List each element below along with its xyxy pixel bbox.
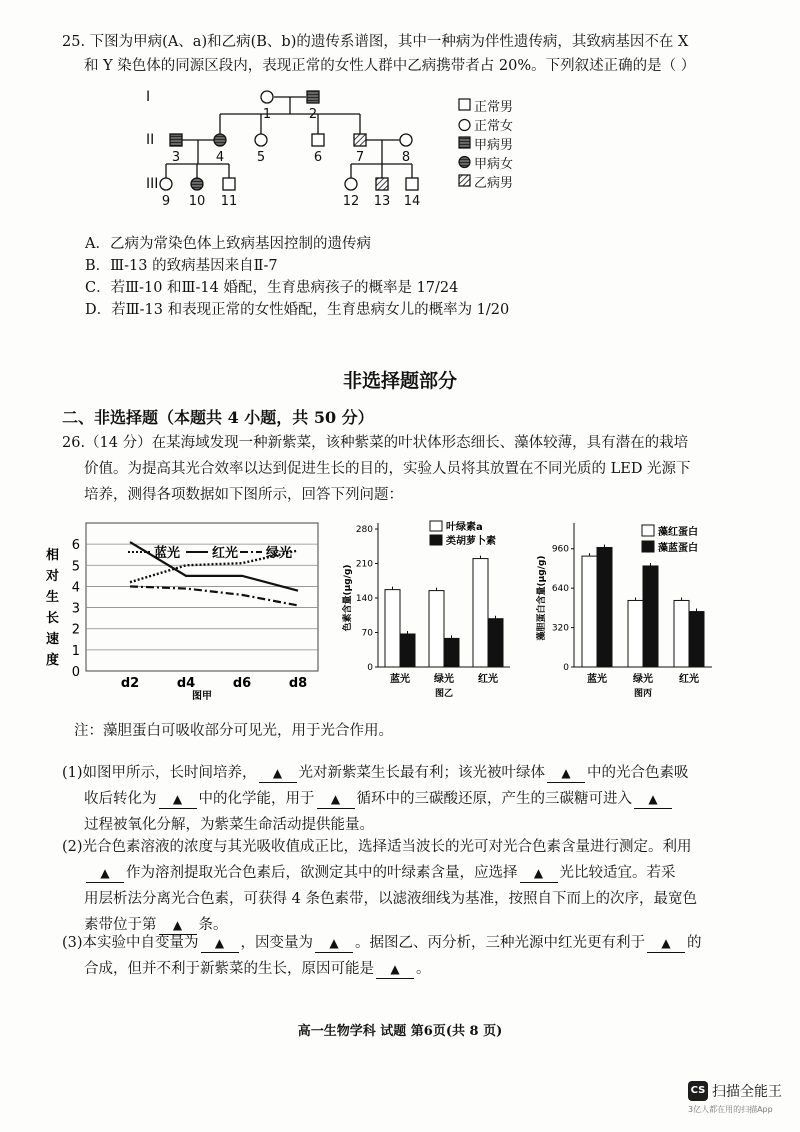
y-tick-label: 2	[71, 622, 80, 638]
scanner-name: 扫描全能王	[712, 1083, 782, 1100]
y-tick-label: 640	[551, 584, 569, 595]
chart-yi	[338, 515, 518, 705]
q25-option-b: B．Ⅲ-13 的致病基因来自Ⅱ-7	[85, 258, 278, 274]
q26-part3: (3)本实验中自变量为 ▲ ，因变量为 ▲ 。据图乙、丙分析，三种光源中红光更有利于 ▲ 的 合成，但并不利于新紫菜的生长，原因可能是 ▲ 。	[62, 935, 702, 977]
page-footer: 高一生物学科 试题 第6页(共 8 页)	[297, 1024, 503, 1039]
x-tick-label: d8	[288, 676, 308, 691]
bar-类胡萝卜素-蓝光	[400, 634, 415, 667]
y-axis-label: 速	[46, 632, 60, 647]
section-title: 非选择题部分	[342, 370, 457, 392]
answer-blank[interactable]: ▲	[159, 790, 197, 809]
answer-blank[interactable]: ▲	[159, 916, 197, 935]
chart-bing	[532, 515, 722, 705]
legend-disease-a-female: 甲病女	[474, 157, 514, 172]
y-axis-label: 相	[46, 548, 60, 563]
y-tick-label: 960	[551, 544, 569, 555]
chart-jia	[36, 515, 326, 705]
answer-blank[interactable]: ▲	[315, 934, 353, 953]
y-axis-label: 藻胆蛋白含量(μg/g)	[537, 555, 547, 641]
answer-blank[interactable]: ▲	[647, 934, 685, 953]
pedigree-label-1: 1	[262, 107, 272, 122]
x-tick-label: 绿光	[633, 674, 653, 685]
bar-藻蓝蛋白-红光	[689, 612, 704, 667]
scanner-logo-icon: CS	[688, 1081, 708, 1101]
legend-swatch	[430, 535, 442, 545]
y-tick-label: 140	[355, 594, 373, 604]
answer-blank[interactable]: ▲	[376, 960, 414, 979]
bar-类胡萝卜素-红光	[488, 619, 503, 667]
pedigree-label-7: 7	[355, 150, 365, 165]
legend-swatch	[430, 521, 442, 531]
y-tick-label: 4	[71, 580, 80, 596]
answer-blank[interactable]: ▲	[547, 764, 585, 783]
pedigree-individual-4	[214, 134, 226, 146]
legend-disease-a-male: 甲病男	[474, 138, 514, 153]
y-tick-label: 280	[355, 525, 373, 535]
x-tick-label: 红光	[679, 674, 699, 685]
answer-blank[interactable]: ▲	[201, 934, 239, 953]
legend-label: 蓝光	[154, 546, 181, 561]
q26-part1: (1)如图甲所示，长时间培养， ▲ 光对新紫菜生长最有利；该光被叶绿体 ▲ 中的光合色素吸 收后转化为 ▲ 中的化学能，用于 ▲ 循环中的三碳酸还原，产生的三碳糖可进入 ▲ 过程被氧化分解，为紫菜生命活动提供能量。	[62, 765, 689, 833]
bar-叶绿素a-红光	[473, 559, 488, 667]
pedigree-individual-11	[223, 178, 235, 190]
pedigree-label-8: 8	[401, 150, 411, 165]
section-heading: 二、非选择题（本题共 4 小题，共 50 分）	[62, 408, 374, 427]
pedigree-individual-13	[376, 178, 388, 190]
y-tick-label: 0	[367, 663, 373, 673]
answer-blank[interactable]: ▲	[520, 864, 558, 883]
pedigree-individual-3	[170, 134, 182, 146]
scanner-tagline: 3亿人都在用的扫描App	[688, 1104, 773, 1114]
pedigree-label-9: 9	[161, 194, 171, 209]
q26-intro: 26.（14 分）在某海域发现一种新紫菜，该种紫菜的叶状体形态细长、藻体较薄，具有潜在的栽培 价值。为提高其光合效率以达到促进生长的目的，实验人员将其放置在不同光质的 LED 光源下 培养，测得各项数据如下图所示，回答下列问题：	[62, 435, 691, 503]
chart-title: 图丙	[633, 689, 653, 699]
pedigree-label-4: 4	[215, 150, 225, 165]
x-tick-label: 绿光	[434, 674, 454, 685]
q25-option-a: A．乙病为常染色体上致病基因控制的遗传病	[85, 236, 371, 252]
legend-normal-male-symbol	[459, 99, 470, 110]
legend-label: 红光	[212, 546, 239, 561]
pedigree-label-6: 6	[313, 150, 323, 165]
q26-part2: (2)光合色素溶液的浓度与其光吸收值成正比，选择适当波长的光可对光合色素含量进行测定。利用 ▲ 作为溶剂提取光合色素后，欲测定其中的叶绿素含量，应选择 ▲ 光比较适宜。若采 用层析法分离光合色素，可获得 4 条色素带，以滤液细线为基准，按照自下而上的次序，最宽色 素带位于第 ▲ 条。	[62, 839, 697, 933]
pedigree-individual-14	[406, 178, 418, 190]
pedigree-label-5: 5	[256, 150, 266, 165]
pedigree-individual-7	[354, 134, 366, 146]
legend-normal-female: 正常女	[474, 119, 514, 134]
bar-叶绿素a-蓝光	[385, 590, 400, 667]
y-axis-label: 对	[46, 569, 60, 584]
q25-stem-line1: 25. 下图为甲病(A、a)和乙病(B、b)的遗传系谱图，其中一种病为伴性遗传病，其致病基因不在 X	[62, 34, 689, 50]
bar-藻蓝蛋白-绿光	[643, 566, 658, 667]
legend-disease-a-female-symbol	[459, 157, 470, 168]
y-axis-label: 生	[46, 590, 60, 605]
y-axis-label: 色素含量(μg/g)	[343, 564, 353, 632]
y-tick-label: 0	[71, 665, 80, 680]
pedigree-individual-2	[307, 91, 319, 103]
pedigree-label-10: 10	[188, 194, 206, 209]
bar-藻红蛋白-红光	[674, 600, 689, 667]
series-line-绿光	[130, 586, 298, 605]
y-tick-label: 1	[71, 643, 80, 659]
legend-label: 类胡萝卜素	[446, 536, 496, 547]
chart-title: 图乙	[434, 689, 454, 699]
legend-label: 藻蓝蛋白	[658, 543, 698, 554]
legend-disease-b-male: 乙病男	[474, 176, 514, 191]
legend-label: 绿光	[266, 546, 293, 561]
y-tick-label: 70	[361, 628, 373, 639]
x-tick-label: 红光	[478, 674, 498, 685]
y-tick-label: 3	[71, 601, 80, 617]
generation-label-3: III	[146, 176, 159, 192]
generation-label-1: I	[146, 89, 151, 105]
legend-swatch	[642, 541, 654, 552]
q25-option-c: C．若Ⅲ-10 和Ⅲ-14 婚配，生育患病孩子的概率是 17/24	[85, 280, 459, 296]
answer-blank[interactable]: ▲	[317, 790, 355, 809]
pedigree-individual-5	[255, 134, 267, 146]
answer-blank[interactable]: ▲	[634, 790, 672, 809]
y-tick-label: 320	[551, 623, 569, 634]
answer-blank[interactable]: ▲	[86, 864, 124, 883]
legend-disease-a-male-symbol	[459, 137, 470, 148]
y-tick-label: 0	[563, 663, 569, 673]
bar-类胡萝卜素-绿光	[444, 638, 459, 667]
y-tick-label: 6	[71, 538, 80, 554]
chart-title: 图甲	[192, 691, 212, 702]
q25-option-d: D．若Ⅲ-13 和表现正常的女性婚配，生育患病女儿的概率为 1/20	[85, 302, 510, 318]
pedigree-individual-8	[400, 134, 412, 146]
scanner-watermark	[688, 1080, 782, 1115]
question-25	[62, 30, 742, 78]
pedigree-label-14: 14	[403, 194, 421, 209]
y-axis-label: 度	[46, 653, 60, 668]
pedigree-label-11: 11	[220, 194, 238, 209]
q26-note: 注：藻胆蛋白可吸收部分可见光，用于光合作用。	[74, 723, 393, 739]
answer-blank[interactable]: ▲	[259, 764, 297, 783]
bar-叶绿素a-绿光	[429, 591, 444, 667]
legend-swatch	[642, 525, 654, 536]
pedigree-individual-10	[191, 178, 203, 190]
generation-label-2: II	[146, 132, 155, 148]
legend-normal-female-symbol	[459, 120, 470, 131]
pedigree-individual-1	[261, 91, 273, 103]
pedigree-label-2: 2	[308, 107, 318, 122]
y-tick-label: 210	[355, 559, 373, 570]
bar-藻蓝蛋白-蓝光	[597, 547, 612, 667]
legend-label: 叶绿素a	[446, 522, 483, 533]
pedigree-label-3: 3	[171, 150, 181, 165]
legend-disease-b-male-symbol	[459, 175, 470, 186]
legend-normal-male: 正常男	[474, 100, 514, 115]
x-tick-label: 蓝光	[390, 674, 410, 685]
legend-label: 藻红蛋白	[658, 527, 698, 538]
bar-藻红蛋白-蓝光	[582, 556, 597, 667]
q25-stem-line2: 和 Y 染色体的同源区段内，表现正常的女性人群中乙病携带者占 20%。下列叙述正确的是（ ）	[84, 58, 696, 74]
pedigree-individual-6	[312, 134, 324, 146]
x-tick-label: d6	[232, 676, 252, 691]
pedigree-label-13: 13	[373, 194, 391, 209]
pedigree-label-12: 12	[342, 194, 360, 209]
pedigree-individual-9	[160, 178, 172, 190]
x-tick-label: d2	[120, 676, 140, 691]
y-tick-label: 5	[71, 559, 80, 575]
pedigree-individual-12	[345, 178, 357, 190]
y-axis-label: 长	[46, 611, 60, 626]
bar-藻红蛋白-绿光	[628, 600, 643, 667]
x-tick-label: d4	[176, 676, 196, 691]
x-tick-label: 蓝光	[587, 674, 607, 685]
